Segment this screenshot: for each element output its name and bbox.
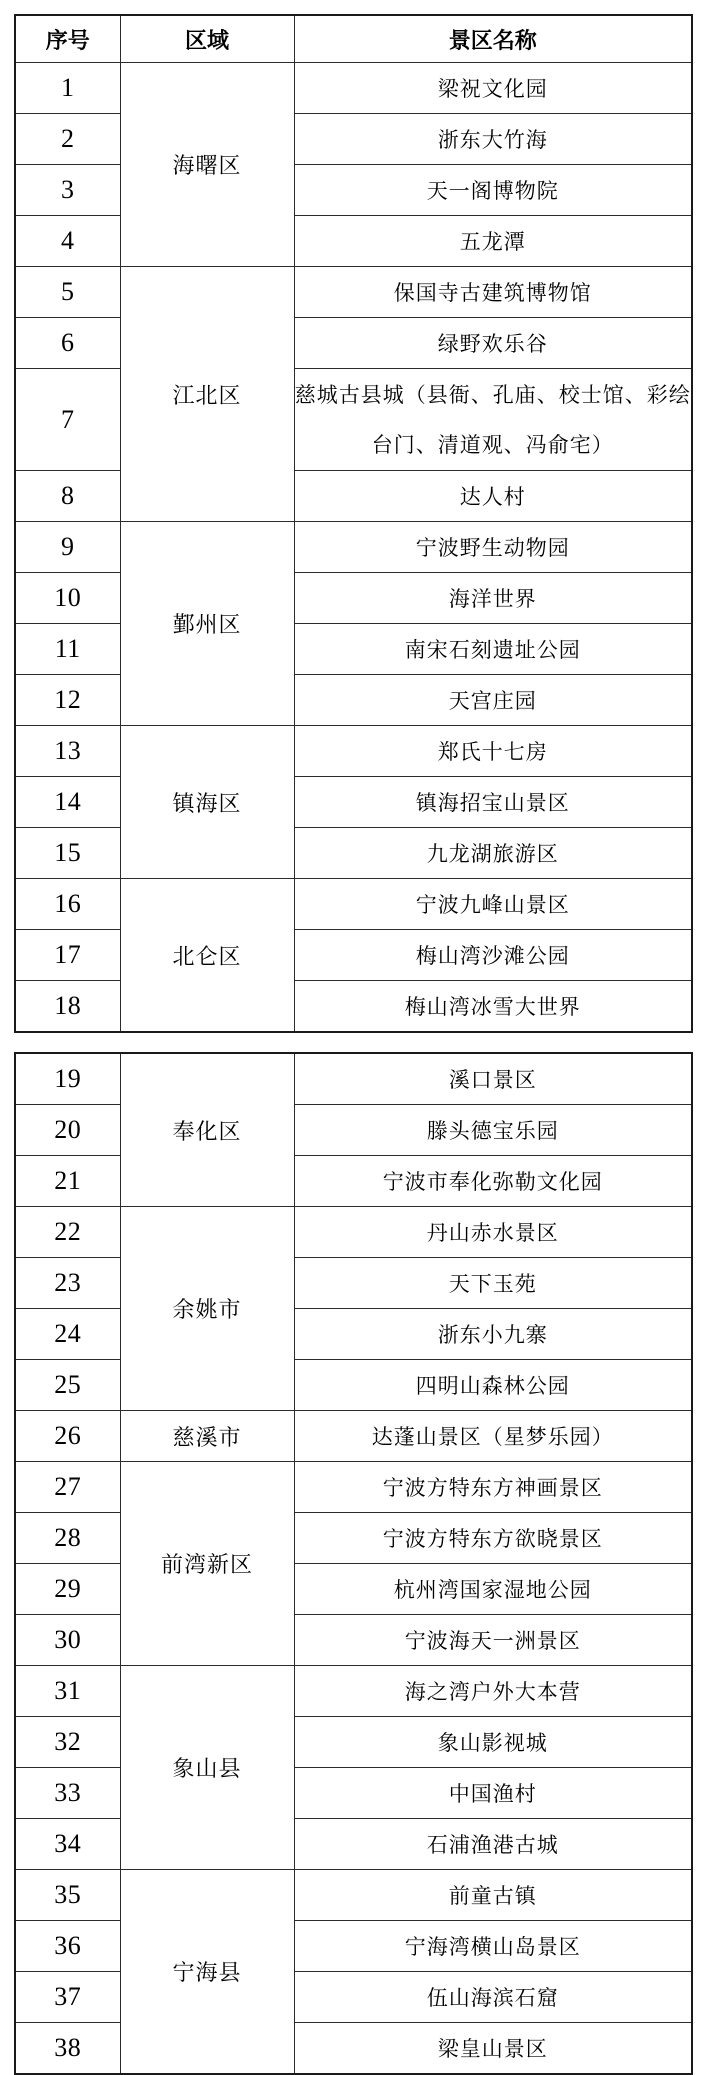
scenic-name-cell: 宁波野生动物园 <box>294 522 692 573</box>
seq-cell: 13 <box>15 726 120 777</box>
table-row <box>15 1615 692 1666</box>
table-row <box>15 726 692 777</box>
scenic-name-cell: 五龙潭 <box>294 216 692 267</box>
scenic-name-cell: 九龙湖旅游区 <box>294 828 692 879</box>
table-row <box>15 114 692 165</box>
region-cell-haishu: 海曙区 <box>120 63 294 267</box>
table-row <box>15 1666 692 1717</box>
table-row <box>15 267 692 318</box>
seq-cell: 24 <box>15 1309 120 1360</box>
table-row <box>15 675 692 726</box>
seq-cell: 37 <box>15 1972 120 2023</box>
table-row <box>15 1768 692 1819</box>
seq-cell: 4 <box>15 216 120 267</box>
seq-cell: 18 <box>15 981 120 1033</box>
table-row <box>15 624 692 675</box>
region-cell-yinzhou: 鄞州区 <box>120 522 294 726</box>
seq-cell: 12 <box>15 675 120 726</box>
seq-cell: 33 <box>15 1768 120 1819</box>
table-row <box>15 63 692 114</box>
header-row <box>15 15 692 63</box>
scenic-name-cell: 石浦渔港古城 <box>294 1819 692 1870</box>
table-row <box>15 981 692 1033</box>
seq-cell: 22 <box>15 1207 120 1258</box>
seq-cell: 11 <box>15 624 120 675</box>
seq-cell: 1 <box>15 63 120 114</box>
table-row <box>15 1921 692 1972</box>
table-row <box>15 165 692 216</box>
seq-cell: 36 <box>15 1921 120 1972</box>
seq-cell: 10 <box>15 573 120 624</box>
scenic-name-cell: 伍山海滨石窟 <box>294 1972 692 2023</box>
seq-cell: 7 <box>15 369 120 471</box>
seq-cell: 9 <box>15 522 120 573</box>
seq-cell: 25 <box>15 1360 120 1411</box>
table-row <box>15 1156 692 1207</box>
scenic-name-cell: 宁波方特东方神画景区 <box>294 1462 692 1513</box>
table-row <box>15 879 692 930</box>
scenic-name-cell: 宁波海天一洲景区 <box>294 1615 692 1666</box>
scenic-name-cell: 海之湾户外大本营 <box>294 1666 692 1717</box>
scenic-name-cell: 滕头德宝乐园 <box>294 1105 692 1156</box>
table-row <box>15 1513 692 1564</box>
table-row <box>15 369 692 471</box>
seq-cell: 6 <box>15 318 120 369</box>
table-row <box>15 471 692 522</box>
seq-cell: 28 <box>15 1513 120 1564</box>
region-cell-beilun: 北仑区 <box>120 879 294 1033</box>
table-row <box>15 1053 692 1105</box>
scenic-name-cell: 浙东大竹海 <box>294 114 692 165</box>
header-seq: 序号 <box>15 15 120 63</box>
seq-cell: 2 <box>15 114 120 165</box>
scenic-name-cell: 梅山湾冰雪大世界 <box>294 981 692 1033</box>
header-region: 区域 <box>120 15 294 63</box>
seq-cell: 35 <box>15 1870 120 1921</box>
scenic-name-cell: 象山影视城 <box>294 1717 692 1768</box>
seq-cell: 8 <box>15 471 120 522</box>
scenic-name-cell: 宁海湾横山岛景区 <box>294 1921 692 1972</box>
table-row <box>15 573 692 624</box>
table-row <box>15 828 692 879</box>
scenic-name-cell: 镇海招宝山景区 <box>294 777 692 828</box>
header-scenic-name: 景区名称 <box>294 15 692 63</box>
seq-cell: 21 <box>15 1156 120 1207</box>
seq-cell: 34 <box>15 1819 120 1870</box>
region-cell-zhenhai: 镇海区 <box>120 726 294 879</box>
scenic-name-cell: 达人村 <box>294 471 692 522</box>
scenic-name-cell: 宁波方特东方欲晓景区 <box>294 1513 692 1564</box>
seq-cell: 23 <box>15 1258 120 1309</box>
table-row <box>15 1972 692 2023</box>
scenic-name-cell: 宁波九峰山景区 <box>294 879 692 930</box>
seq-cell: 16 <box>15 879 120 930</box>
region-cell-xiangshan: 象山县 <box>120 1666 294 1870</box>
scenic-name-cell: 梅山湾沙滩公园 <box>294 930 692 981</box>
table-row <box>15 1411 692 1462</box>
seq-cell: 15 <box>15 828 120 879</box>
seq-cell: 30 <box>15 1615 120 1666</box>
scenic-name-cell: 达蓬山景区（星梦乐园） <box>294 1411 692 1462</box>
table-row <box>15 1309 692 1360</box>
scenic-name-cell: 梁祝文化园 <box>294 63 692 114</box>
region-cell-yuyao: 余姚市 <box>120 1207 294 1411</box>
scenic-name-cell: 梁皇山景区 <box>294 2023 692 2075</box>
table-row <box>15 216 692 267</box>
table-row <box>15 777 692 828</box>
scenic-name-cell: 天下玉苑 <box>294 1258 692 1309</box>
table-row <box>15 522 692 573</box>
scenic-name-cell: 天一阁博物院 <box>294 165 692 216</box>
table-row <box>15 2023 692 2075</box>
seq-cell: 27 <box>15 1462 120 1513</box>
scenic-name-cell: 浙东小九寨 <box>294 1309 692 1360</box>
table-row <box>15 1870 692 1921</box>
seq-cell: 14 <box>15 777 120 828</box>
table-row <box>15 1564 692 1615</box>
table-row <box>15 1105 692 1156</box>
scenic-name-cell: 宁波市奉化弥勒文化园 <box>294 1156 692 1207</box>
region-cell-ninghai: 宁海县 <box>120 1870 294 2075</box>
region-cell-jiangbei: 江北区 <box>120 267 294 522</box>
scenic-name-cell: 溪口景区 <box>294 1053 692 1105</box>
table-row <box>15 318 692 369</box>
seq-cell: 3 <box>15 165 120 216</box>
region-cell-qianwan: 前湾新区 <box>120 1462 294 1666</box>
table-row <box>15 1462 692 1513</box>
seq-cell: 38 <box>15 2023 120 2075</box>
scenic-name-cell: 丹山赤水景区 <box>294 1207 692 1258</box>
region-cell-fenghua: 奉化区 <box>120 1053 294 1207</box>
table-row <box>15 1207 692 1258</box>
scenic-name-cell: 前童古镇 <box>294 1870 692 1921</box>
scenic-name-cell: 保国寺古建筑博物馆 <box>294 267 692 318</box>
table-row <box>15 1258 692 1309</box>
seq-cell: 5 <box>15 267 120 318</box>
seq-cell: 29 <box>15 1564 120 1615</box>
seq-cell: 19 <box>15 1053 120 1105</box>
table-row <box>15 1819 692 1870</box>
scenic-name-cell: 天宫庄园 <box>294 675 692 726</box>
region-cell-cixi: 慈溪市 <box>120 1411 294 1462</box>
scenic-areas-table-part2 <box>14 1052 693 2075</box>
seq-cell: 26 <box>15 1411 120 1462</box>
scenic-name-cell: 海洋世界 <box>294 573 692 624</box>
seq-cell: 31 <box>15 1666 120 1717</box>
seq-cell: 17 <box>15 930 120 981</box>
table-row <box>15 1717 692 1768</box>
scenic-name-cell: 南宋石刻遗址公园 <box>294 624 692 675</box>
scenic-areas-table-part1 <box>14 14 693 1033</box>
scenic-name-cell: 四明山森林公园 <box>294 1360 692 1411</box>
seq-cell: 20 <box>15 1105 120 1156</box>
seq-cell: 32 <box>15 1717 120 1768</box>
scenic-name-cell: 郑氏十七房 <box>294 726 692 777</box>
scenic-name-cell: 绿野欢乐谷 <box>294 318 692 369</box>
table-row <box>15 1360 692 1411</box>
scenic-name-cell: 中国渔村 <box>294 1768 692 1819</box>
table-row <box>15 930 692 981</box>
scenic-name-cell: 杭州湾国家湿地公园 <box>294 1564 692 1615</box>
scenic-name-cell: 慈城古县城（县衙、孔庙、校士馆、彩绘台门、清道观、冯俞宅） <box>294 369 692 471</box>
